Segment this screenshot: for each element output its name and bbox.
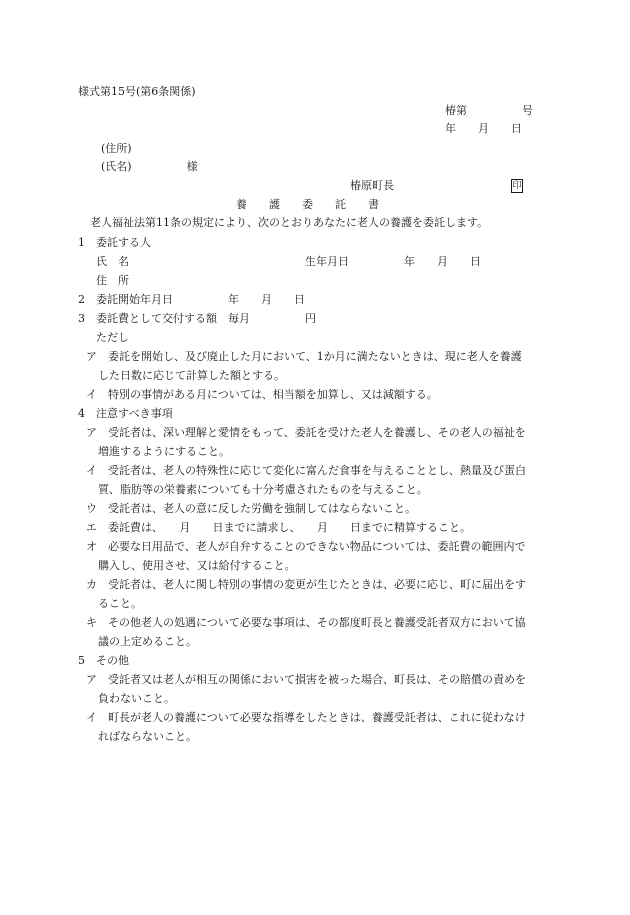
issue-date: 年 月 日 <box>445 122 522 135</box>
section-5-item-a: ア 受託者又は老人が相互の関係において損害を被った場合、町長は、その賠償の責めを <box>86 673 526 686</box>
form-label: 様式第15号(第6条関係) <box>78 85 196 98</box>
document-title: 養 護 委 託 書 <box>236 198 379 211</box>
section-4-item-o: オ 必要な日用品で、老人が自弁することのできない物品については、委託費の範囲内で <box>86 540 526 553</box>
section-5-item-i-cont: ればならないこと。 <box>98 730 197 743</box>
document-number: 椿第 号 <box>445 104 533 117</box>
section-1-address-row: 住 所 <box>96 274 129 287</box>
address-label: (住所) <box>101 142 132 155</box>
section-4-heading: 4 注意すべき事項 <box>78 407 173 420</box>
section-4-item-o-cont: 購入し、使用させ、又は給付すること。 <box>98 559 296 572</box>
issuer: 椿原町長 <box>350 179 394 192</box>
section-5-item-i: イ 町長が老人の養護について必要な指導をしたときは、養護受託者は、これに従わなけ <box>86 711 526 724</box>
seal-mark: 印 <box>512 181 522 191</box>
section-3-item-a: ア 委託を開始し、及び廃止した月において、1か月に満たないときは、現に老人を養護 <box>86 350 522 363</box>
section-5-item-a-cont: 負わないこと。 <box>98 692 175 705</box>
section-5-heading: 5 その他 <box>78 654 129 667</box>
section-4-item-ki-cont: 議の上定めること。 <box>98 635 197 648</box>
section-3-proviso: ただし <box>96 331 129 344</box>
section-4-item-a: ア 受託者は、深い理解と愛情をもって、委託を受けた老人を養護し、その老人の福祉を <box>86 426 526 439</box>
section-4-item-a-cont: 増進するようにすること。 <box>98 445 230 458</box>
section-1-name-row: 氏 名 生年月日 年 月 日 <box>96 255 481 268</box>
section-4-item-ki: キ その他老人の処遇について必要な事項は、その都度町長と養護受託者双方において協 <box>86 616 526 629</box>
section-4-item-ka: カ 受託者は、老人に関し特別の事情の変更が生じたときは、必要に応じ、町に届出をす <box>86 578 526 591</box>
section-3-item-i: イ 特別の事情がある月については、相当額を加算し、又は減額する。 <box>86 388 438 401</box>
section-2: 2 委託開始年月日 年 月 日 <box>78 293 305 306</box>
section-1-heading: 1 委託する人 <box>78 236 151 249</box>
section-4-item-ka-cont: ること。 <box>98 597 142 610</box>
name-label: (氏名) 様 <box>101 160 198 173</box>
intro-text: 老人福祉法第11条の規定により、次のとおりあなたに老人の養護を委託します。 <box>90 216 489 229</box>
section-3-heading: 3 委託費として交付する額 毎月 円 <box>78 312 316 325</box>
section-4-item-i: イ 受託者は、老人の特殊性に応じて変化に富んだ食事を与えることとし、熱量及び蛋白 <box>86 464 526 477</box>
section-4-item-u: ウ 受託者は、老人の意に反した労働を強制してはならないこと。 <box>86 502 416 515</box>
section-3-item-a-cont: した日数に応じて計算した額とする。 <box>98 369 285 382</box>
section-4-item-e: エ 委託費は、 月 日までに請求し、 月 日までに精算すること。 <box>86 521 471 534</box>
section-4-item-i-cont: 質、脂肪等の栄養素についても十分考慮されたものを与えること。 <box>98 483 428 496</box>
